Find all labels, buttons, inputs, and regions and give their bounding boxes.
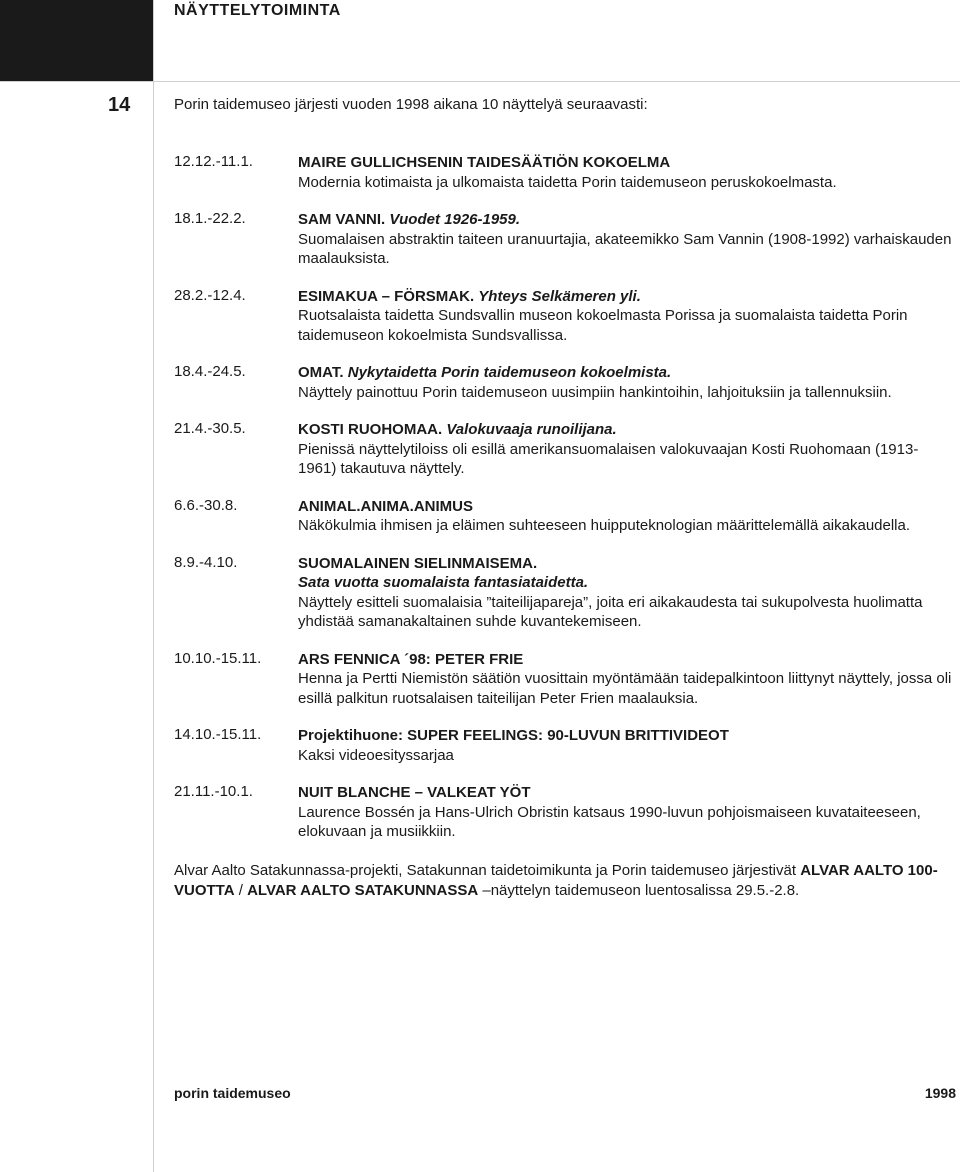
exhibition-subtitle: Yhteys Selkämeren yli. (478, 287, 641, 305)
exhibition-body (298, 783, 954, 842)
closing-bold-1: ALVAR AALTO 100-VUOTTA (174, 862, 938, 899)
exhibition-body (298, 726, 954, 765)
exhibition-entry (174, 420, 954, 479)
exhibition-entry (174, 650, 954, 709)
exhibition-title: MAIRE GULLICHSENIN TAIDESÄÄTIÖN KOKOELMA (298, 154, 671, 171)
header-black-block (0, 0, 153, 81)
exhibition-date: 28.2.-12.4. (174, 286, 246, 304)
closing-bold-2: ALVAR AALTO SATAKUNNASSA (247, 881, 479, 899)
footer-publisher: porin taidemuseo (174, 1085, 291, 1101)
exhibition-entry (174, 210, 954, 269)
exhibition-body (298, 287, 954, 346)
exhibition-date: 21.11.-10.1. (174, 783, 253, 800)
exhibition-body (298, 650, 954, 709)
exhibition-list (174, 153, 954, 860)
exhibition-body (298, 153, 954, 192)
exhibition-subtitle: Vuodet 1926-1959. (389, 211, 521, 228)
intro-text: Porin taidemuseo järjesti vuoden 1998 aikana 10 näyttelyä seuraavasti: (174, 96, 648, 113)
closing-text-1: Alvar Aalto Satakunnassa-projekti, Satakunnan taidetoimikunta ja Porin taidemuseo järjestivät (174, 862, 801, 879)
exhibition-body (298, 420, 954, 479)
exhibition-date: 18.4.-24.5. (174, 363, 246, 380)
exhibition-description: Näyttely esitteli suomalaisia ”taiteilijapareja”, joita eri aikakaudesta tai sukupolvesta huolimatta yhdistää samanakaltainen suhde kuvantekemiseen. (298, 593, 923, 630)
exhibition-entry (174, 554, 954, 632)
closing-text-3: –näyttelyn taidemuseon luentosalissa 29.5.-2.8. (478, 881, 800, 899)
exhibition-date: 12.12.-11.1. (174, 153, 253, 170)
margin-divider (153, 0, 154, 1172)
exhibition-entry (174, 783, 954, 842)
exhibition-body (298, 497, 954, 536)
page-number: 14 (108, 94, 131, 116)
exhibition-description: Suomalaisen abstraktin taiteen uranuurtajia, akateemikko Sam Vannin (1908-1992) varhaiskauden maalauksista. (298, 230, 952, 267)
exhibition-description: Pienissä näyttelytiloiss oli esillä amerikansuomalaisen valokuvaajan Kosti Ruohomaan (1913-1961) takautuva näyttely. (298, 440, 919, 477)
exhibition-entry (174, 287, 954, 346)
exhibition-description: Näyttely painottuu Porin taidemuseon uusimpiin hankintoihin, lahjoituksiin ja tallennuksiin. (298, 383, 892, 401)
exhibition-body (298, 363, 954, 402)
exhibition-title: ESIMAKUA – FÖRSMAK. (298, 287, 475, 305)
exhibition-title: ANIMAL.ANIMA.ANIMUS (298, 497, 473, 515)
exhibition-description: Henna ja Pertti Niemistön säätiön vuosittain myöntämään taidepalkintoon liittynyt näyttely, jossa oli esillä palkitun ruotsalaisen taiteilijan Peter Frien maalauksia. (298, 670, 952, 707)
section-title: NÄYTTELYTOIMINTA (174, 2, 341, 19)
exhibition-description: Näkökulmia ihmisen ja eläimen suhteeseen huipputeknologian määrittelemällä aikakaudella. (298, 517, 911, 534)
exhibition-subtitle: Valokuvaaja runoilijana. (446, 421, 617, 438)
exhibition-date: 6.6.-30.8. (174, 496, 238, 514)
exhibition-subtitle: Nykytaidetta Porin taidemuseon kokoelmista. (347, 364, 672, 381)
exhibition-title: SAM VANNI. (298, 211, 386, 228)
closing-paragraph (174, 861, 944, 900)
exhibition-title: NUIT BLANCHE – VALKEAT YÖT (298, 784, 531, 801)
exhibition-date: 18.1.-22.2. (174, 210, 246, 227)
exhibition-entry (174, 363, 954, 402)
exhibition-description: Ruotsalaista taidetta Sundsvallin museon kokoelmasta Porissa ja suomalaista taidetta Porin taidemuseon kokoelmista Sundsvallissa. (298, 307, 908, 344)
exhibition-date: 10.10.-15.11. (174, 649, 262, 667)
exhibition-date: 21.4.-30.5. (174, 420, 246, 437)
exhibition-title: KOSTI RUOHOMAA. (298, 421, 443, 438)
exhibition-title: ARS FENNICA ´98: PETER FRIE (298, 650, 524, 668)
exhibition-title: OMAT. (298, 364, 344, 381)
footer-year: 1998 (924, 1085, 956, 1101)
exhibition-description: Modernia kotimaista ja ulkomaista taidetta Porin taidemuseon peruskokoelmasta. (298, 173, 837, 191)
exhibition-entry (174, 497, 954, 536)
exhibition-description: Laurence Bossén ja Hans-Ulrich Obristin katsaus 1990-luvun pohjoismaiseen kuvataiteeseen, elokuvaan ja musiikkiin. (298, 803, 921, 840)
exhibition-date: 14.10.-15.11. (174, 726, 262, 743)
exhibition-description: Kaksi videoesityssarjaa (298, 746, 454, 764)
exhibition-title: SUOMALAINEN SIELINMAISEMA. (298, 554, 538, 572)
exhibition-subtitle: Sata vuotta suomalaista fantasiataidetta. (298, 574, 589, 591)
exhibition-title: Projektihuone: SUPER FEELINGS: 90-LUVUN BRITTIVIDEOT (298, 727, 729, 744)
closing-text-2: / (234, 881, 248, 899)
exhibition-date: 8.9.-4.10. (174, 553, 238, 571)
exhibition-body (298, 210, 954, 269)
exhibition-body (298, 554, 954, 632)
exhibition-entry (174, 153, 954, 192)
exhibition-entry (174, 726, 954, 765)
header-divider (0, 81, 960, 82)
